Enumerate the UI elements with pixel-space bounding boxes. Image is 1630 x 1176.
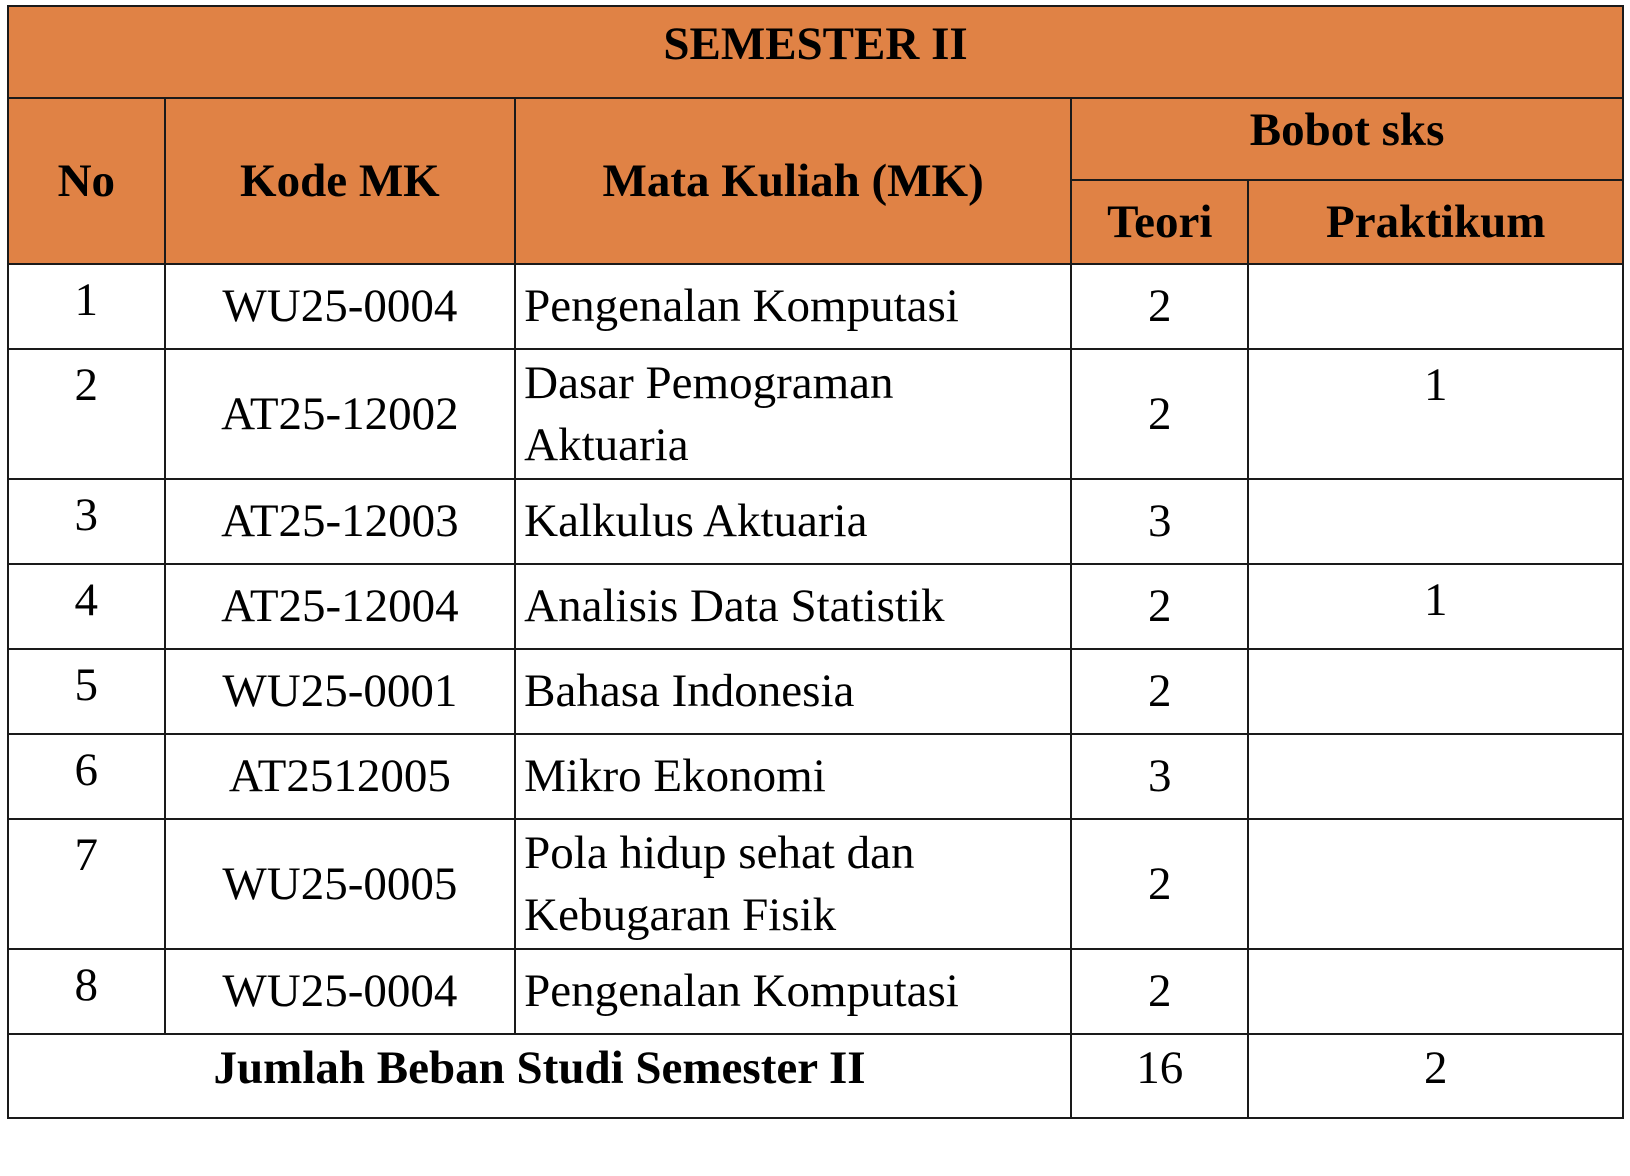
row-no: 1 xyxy=(8,264,165,349)
row-no: 3 xyxy=(8,479,165,564)
row-mata-kuliah xyxy=(515,649,1071,734)
row-mata-kuliah xyxy=(515,264,1071,349)
curriculum-table xyxy=(7,5,1624,1119)
row-no: 2 xyxy=(8,349,165,479)
header-row-top xyxy=(8,98,1623,180)
row-mata-kuliah xyxy=(515,564,1071,649)
row-kode: WU25-0004 xyxy=(165,949,516,1034)
table-row xyxy=(8,734,1623,819)
mk-line: Pengenalan Komputasi xyxy=(524,965,959,1018)
row-teori: 2 xyxy=(1071,264,1248,349)
total-row xyxy=(8,1034,1623,1118)
mk-line: Aktuaria xyxy=(524,419,689,471)
table-row xyxy=(8,264,1623,349)
row-praktikum: 1 xyxy=(1248,564,1623,649)
row-praktikum xyxy=(1248,819,1623,949)
row-teori: 2 xyxy=(1071,949,1248,1034)
row-teori: 2 xyxy=(1071,649,1248,734)
row-teori: 2 xyxy=(1071,349,1248,479)
row-kode: WU25-0005 xyxy=(165,819,516,949)
row-no: 6 xyxy=(8,734,165,819)
row-teori: 3 xyxy=(1071,479,1248,564)
table-row xyxy=(8,649,1623,734)
row-kode: AT2512005 xyxy=(165,734,516,819)
table-row xyxy=(8,564,1623,649)
row-teori: 2 xyxy=(1071,819,1248,949)
total-label: Jumlah Beban Studi Semester II xyxy=(8,1034,1071,1118)
total-teori: 16 xyxy=(1071,1034,1248,1118)
row-mata-kuliah xyxy=(515,349,1071,479)
semester-title: SEMESTER II xyxy=(8,6,1623,98)
table-row xyxy=(8,819,1623,949)
header-mata-kuliah: Mata Kuliah (MK) xyxy=(515,98,1071,264)
mk-line: Dasar Pemograman xyxy=(524,356,894,409)
header-no: No xyxy=(8,98,165,264)
row-mata-kuliah xyxy=(515,479,1071,564)
table-row xyxy=(8,349,1623,479)
mk-line: Kebugaran Fisik xyxy=(524,889,837,941)
row-praktikum xyxy=(1248,479,1623,564)
header-kode-mk: Kode MK xyxy=(165,98,516,264)
row-no: 7 xyxy=(8,819,165,949)
mk-line: Mikro Ekonomi xyxy=(524,750,826,803)
title-row xyxy=(8,6,1623,98)
mk-line: Bahasa Indonesia xyxy=(524,665,855,718)
mk-line: Analisis Data Statistik xyxy=(524,580,945,633)
row-kode: AT25-12003 xyxy=(165,479,516,564)
total-praktikum: 2 xyxy=(1248,1034,1623,1118)
row-kode: AT25-12002 xyxy=(165,349,516,479)
header-bobot-sks: Bobot sks xyxy=(1071,98,1623,180)
table-body xyxy=(8,6,1623,1118)
row-no: 4 xyxy=(8,564,165,649)
header-praktikum: Praktikum xyxy=(1248,180,1623,264)
row-kode: WU25-0001 xyxy=(165,649,516,734)
row-praktikum xyxy=(1248,649,1623,734)
row-mata-kuliah xyxy=(515,949,1071,1034)
row-mata-kuliah xyxy=(515,734,1071,819)
row-mata-kuliah xyxy=(515,819,1071,949)
row-kode: AT25-12004 xyxy=(165,564,516,649)
row-praktikum xyxy=(1248,264,1623,349)
row-no: 5 xyxy=(8,649,165,734)
row-kode: WU25-0004 xyxy=(165,264,516,349)
table-row xyxy=(8,479,1623,564)
header-teori: Teori xyxy=(1071,180,1248,264)
mk-line: Pengenalan Komputasi xyxy=(524,280,959,333)
row-no: 8 xyxy=(8,949,165,1034)
row-praktikum xyxy=(1248,949,1623,1034)
mk-line: Pola hidup sehat dan xyxy=(524,826,915,879)
row-praktikum xyxy=(1248,734,1623,819)
table-row xyxy=(8,949,1623,1034)
mk-line: Kalkulus Aktuaria xyxy=(524,495,868,548)
row-teori: 3 xyxy=(1071,734,1248,819)
row-teori: 2 xyxy=(1071,564,1248,649)
row-praktikum: 1 xyxy=(1248,349,1623,479)
